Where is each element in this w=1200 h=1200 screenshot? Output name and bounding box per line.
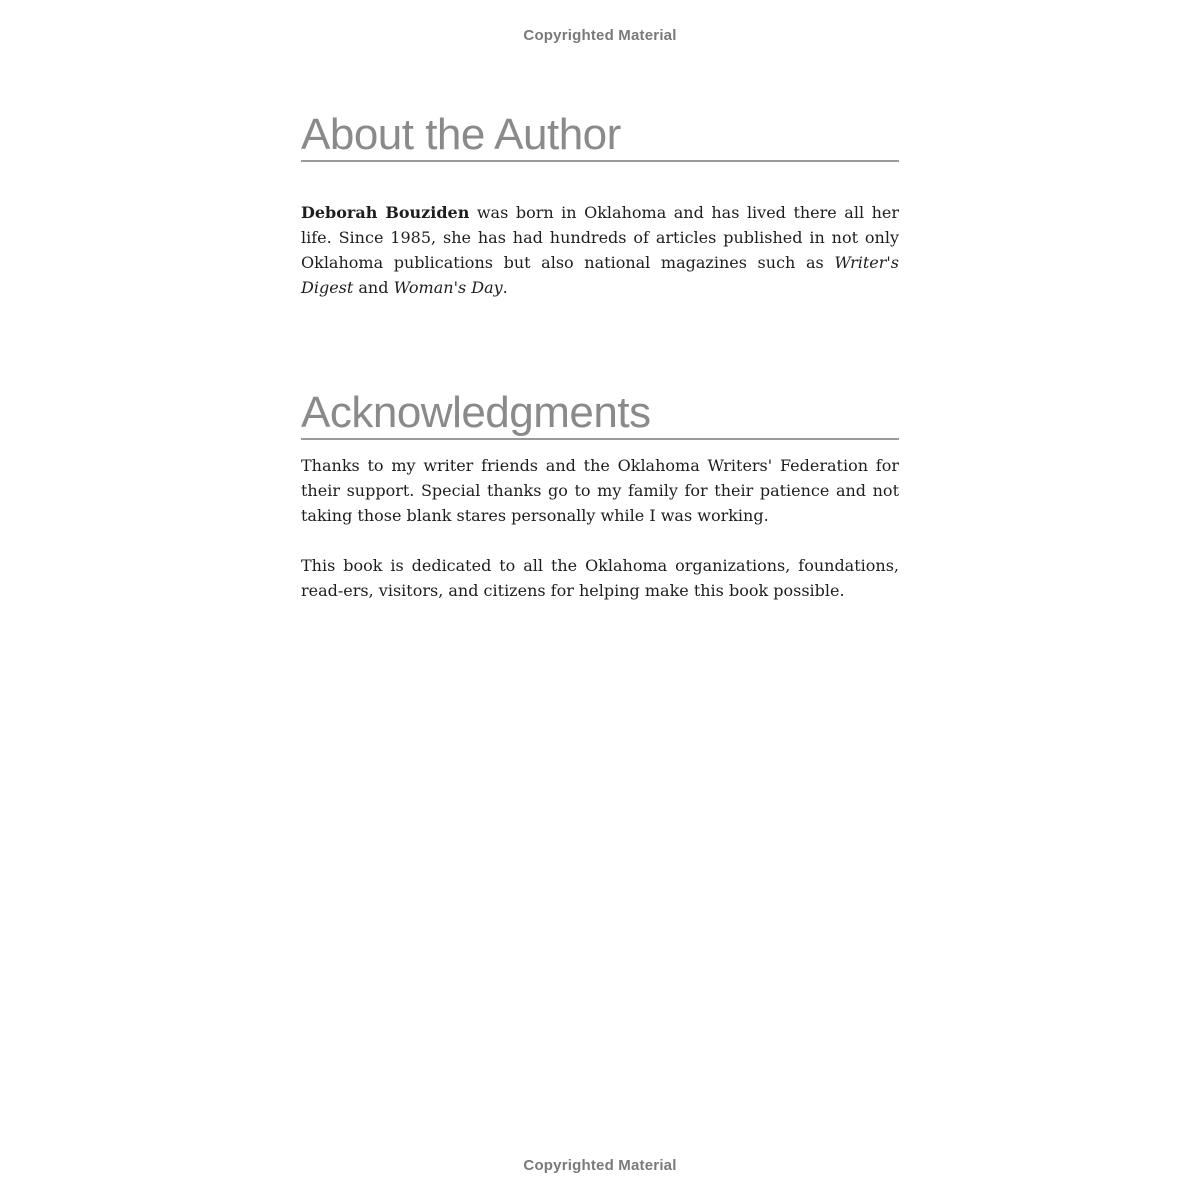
copyright-watermark-top: Copyrighted Material	[523, 27, 677, 44]
acknowledgments-paragraph-thanks: Thanks to my writer friends and the Oklahoma Writers' Federation for their support. Special thanks go to my family for their patience and not taking those blank stares personally while I was working.	[301, 456, 899, 525]
copyright-watermark-bottom: Copyrighted Material	[523, 1157, 677, 1174]
author-name: Deborah Bouziden	[301, 203, 470, 222]
about-text-part-1: was born in Oklahoma and has lived there all her life. Since 1985, she has had hundreds of articles published in not only Oklahoma publications but also national magazines such as	[301, 203, 900, 272]
about-the-author-section	[301, 110, 900, 300]
about-text-part-3: .	[502, 278, 508, 297]
magazine-title-womans-day: Woman's Day	[393, 278, 503, 297]
acknowledgments-paragraph-dedication: This book is dedicated to all the Oklahoma organizations, foundations, read-ers, visitors, and citizens for helping make this book possible.	[301, 556, 899, 600]
about-the-author-paragraph	[301, 200, 899, 300]
magazine-title-writers-digest: Writer's Digest	[301, 253, 899, 297]
about-the-author-heading: About the Author	[301, 113, 899, 162]
about-text-part-2: and	[353, 278, 394, 297]
acknowledgments-section	[301, 388, 899, 603]
acknowledgments-heading: Acknowledgments	[301, 391, 899, 440]
